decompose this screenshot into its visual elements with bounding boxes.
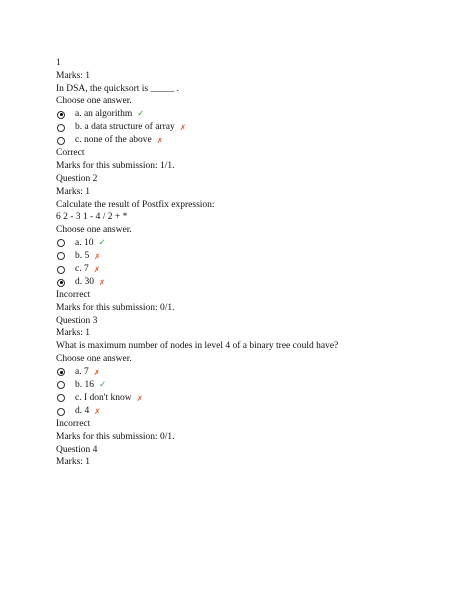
option-label: c. I don't know	[75, 392, 132, 403]
radio-selected[interactable]	[57, 368, 65, 376]
quiz-document	[56, 57, 456, 469]
option-label: a. 7	[75, 366, 89, 377]
question-prompt: What is maximum number of nodes in level 4 of a binary tree could have?	[56, 341, 339, 352]
question-heading: Question 3	[56, 315, 98, 326]
result-status: Correct	[56, 148, 85, 159]
answer-option[interactable]	[56, 121, 456, 134]
submission-marks: Marks for this submission: 0/1.	[56, 302, 175, 313]
question-block	[56, 444, 456, 470]
question-block	[56, 57, 456, 173]
answer-option[interactable]	[56, 250, 456, 263]
answer-option[interactable]	[56, 392, 456, 405]
radio-button[interactable]	[57, 239, 65, 247]
option-label: b. a data structure of array	[75, 122, 175, 133]
option-label: c. none of the above	[75, 135, 152, 146]
cross-icon: ✗	[93, 367, 101, 377]
question-prompt: Calculate the result of Postfix expression:	[56, 199, 215, 210]
question-marks: Marks: 1	[56, 457, 91, 468]
radio-selected[interactable]	[57, 279, 65, 287]
question-heading: 1	[56, 58, 61, 68]
answer-option[interactable]	[56, 366, 456, 379]
option-label: b. 16	[75, 379, 94, 390]
question-heading: Question 4	[56, 444, 98, 455]
radio-button[interactable]	[57, 394, 65, 402]
answer-instruction: Choose one answer.	[56, 96, 132, 107]
cross-icon: ✗	[156, 136, 164, 146]
answer-option[interactable]	[56, 134, 456, 147]
option-label: a. 10	[75, 237, 94, 248]
check-icon: ✓	[137, 109, 145, 120]
question-block	[56, 173, 456, 315]
check-icon: ✓	[98, 237, 106, 248]
radio-button[interactable]	[57, 266, 65, 274]
radio-button[interactable]	[57, 381, 65, 389]
result-status: Incorrect	[56, 419, 91, 430]
submission-marks: Marks for this submission: 1/1.	[56, 161, 175, 172]
cross-icon: ✗	[93, 265, 101, 274]
submission-marks: Marks for this submission: 0/1.	[56, 431, 175, 442]
cross-icon: ✗	[99, 278, 106, 288]
radio-button[interactable]	[57, 252, 65, 260]
result-status: Incorrect	[56, 290, 91, 301]
cross-icon: ✗	[94, 251, 101, 261]
option-label: d. 30	[75, 277, 94, 288]
question-prompt: In DSA, the quicksort is _____ .	[56, 83, 179, 94]
question-prompt: 6 2 - 3 1 - 4 / 2 + *	[56, 212, 128, 223]
question-block	[56, 315, 456, 444]
option-label: b. 5	[75, 250, 90, 261]
answer-instruction: Choose one answer.	[56, 225, 132, 236]
answer-option[interactable]	[56, 237, 456, 250]
answer-option[interactable]	[56, 405, 456, 418]
question-heading: Question 2	[56, 173, 98, 184]
check-icon: ✓	[99, 379, 107, 390]
answer-option[interactable]	[56, 379, 456, 392]
answer-option[interactable]	[56, 276, 456, 289]
question-marks: Marks: 1	[56, 70, 91, 81]
option-label: d. 4	[75, 406, 90, 417]
radio-selected[interactable]	[57, 111, 65, 119]
radio-button[interactable]	[57, 137, 65, 145]
answer-instruction: Choose one answer.	[56, 354, 132, 365]
cross-icon: ✗	[94, 407, 101, 417]
question-marks: Marks: 1	[56, 328, 91, 339]
radio-button[interactable]	[57, 408, 65, 416]
option-label: a. an algorithm	[75, 109, 133, 120]
option-label: c. 7	[75, 264, 89, 274]
cross-icon: ✗	[136, 393, 143, 403]
answer-option[interactable]	[56, 263, 456, 276]
radio-button[interactable]	[57, 124, 65, 132]
question-marks: Marks: 1	[56, 186, 91, 197]
cross-icon: ✗	[179, 123, 186, 133]
answer-option[interactable]	[56, 108, 456, 121]
